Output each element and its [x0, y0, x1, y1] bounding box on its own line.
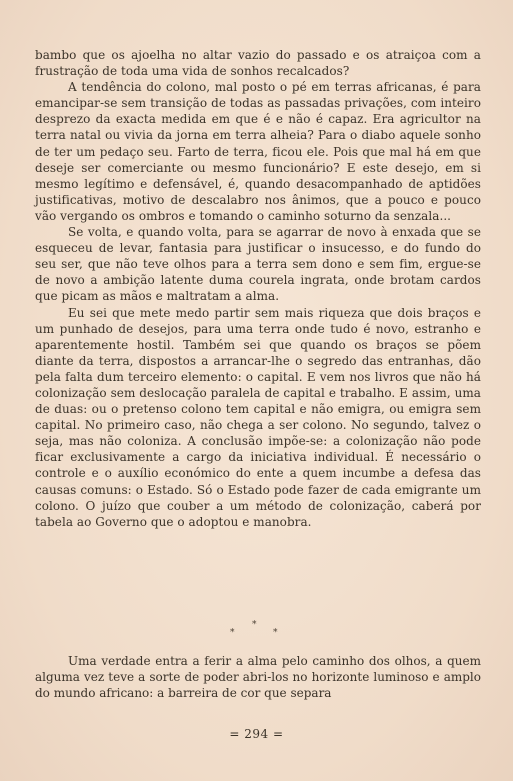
paragraph: Eu sei que mete medo partir sem mais riqueza que dois braços e um punhado de desejos, para uma terra onde tudo é novo, estranho e aparentemente hostil. Também sei que quando os braços se põem diante da terra, dispostos a arrancar-lhe o segredo das entranhas, dão pela falta dum terceiro elemento: o capital. E vem nos livros que não há colonização sem deslocação paralela de capital e trabalho. E assim, uma de duas: ou o pretenso colono tem capital e não emigra, ou emigra sem capital. No primeiro caso, não chega a ser colono. No segundo, talvez o seja, mas não coloniza. A conclusão impõe-se: a colonização não pode ficar exclusivamente a cargo da iniciativa individual. É necessário o controle e o auxílio económico do ente a quem incumbe a defesa das causas comuns: o Estado. Só o Estado pode fazer de cada emigrante um colono. O juízo que couber a um método de colonização, caberá por tabela ao Governo que o adoptou e manobra.	[35, 305, 481, 529]
paragraph: A tendência do colono, mal posto o pé em terras africanas, é para emancipar-se sem transição de todas as passadas privações, com inteiro desprezo da exacta medida em que é e não é capaz. Era agricultor na terra natal ou vivia da jorna em terra alheia? Para o diabo aquele sonho de ter um pedaço seu. Farto de terra, ficou ele. Pois que mal há em que deseje ser comerciante ou mesmo funcionário? E este desejo, em si mesmo legítimo e defensável, é, quando desacompanhado de aptidões justificativas, motivo de descalabro nos ânimos, que a pouco e pouco vão vergando os ombros e tomando o caminho soturno da senzala...	[35, 80, 481, 223]
body-text	[35, 47, 481, 530]
paragraph-continuation: bambo que os ajoelha no altar vazio do passado e os atraiçoa com a frustração de toda uma vida de sonhos recalcados?	[35, 48, 481, 79]
section-separator	[0, 620, 513, 646]
separator-star: *	[252, 620, 257, 630]
paragraph: Se volta, e quando volta, para se agarrar de novo à enxada que se esqueceu de levar, fantasia para justificar o insucesso, e do fundo do seu ser, que não teve olhos para a terra sem dono e sem fim, ergue-se de novo a ambição latente duma courela ingrata, onde brotam cardos que picam as mãos e maltratam a alma.	[35, 225, 481, 304]
separator-star: *	[230, 628, 235, 638]
page-number: = 294 =	[229, 727, 284, 741]
paragraph: Uma verdade entra a ferir a alma pelo caminho dos olhos, a quem alguma vez teve a sorte de poder abri-los no horizonte luminoso e amplo do mundo africano: a barreira de cor que separa	[35, 654, 481, 701]
separator-star: *	[273, 628, 278, 638]
